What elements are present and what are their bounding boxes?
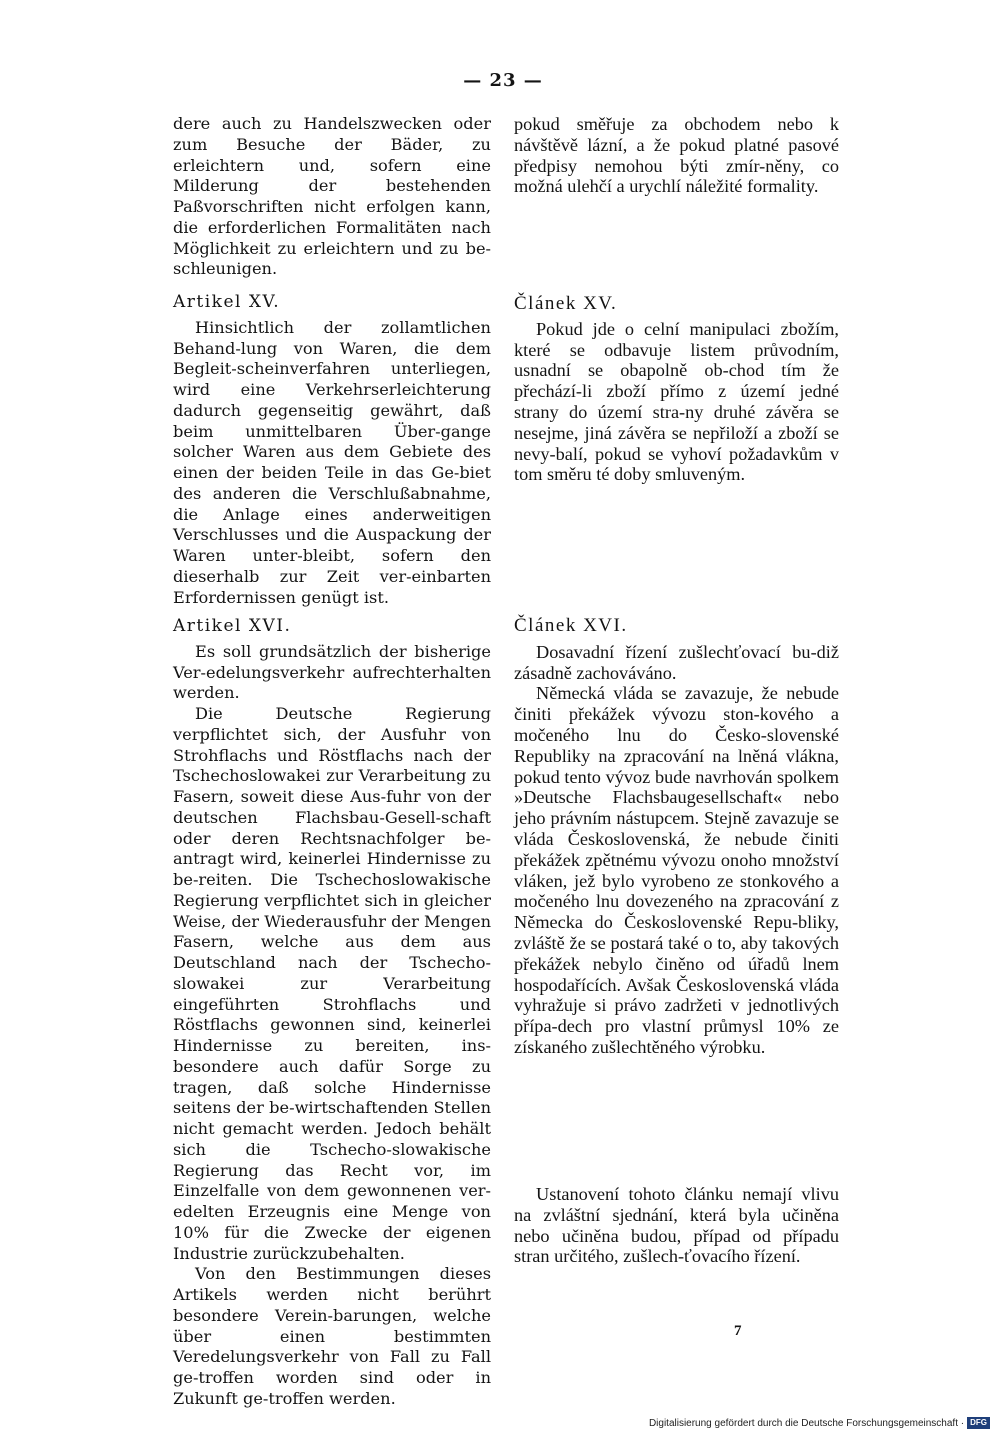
signature-mark: 7 xyxy=(734,1323,742,1339)
czech-article-16-para-3: Ustanovení tohoto článku nemají vlivu na zvláštní sjednání, která byla učiněna nebo učiněna budou, případ od případu stran určitého, zušlech-ťovacího řízení. xyxy=(514,1184,839,1267)
czech-article-15 xyxy=(514,294,839,485)
dfg-logo-icon: DFG xyxy=(967,1417,990,1429)
german-article-15-text: Hinsichtlich der zollamtlichen Behand-lung von Waren, die dem Begleit-scheinverfahren unterliegen, wird eine Verkehrserleichterung dadurch gegenseitig gewährt, daß beim unmittelbaren Über-gange solcher Waren aus dem Gebiete des einen der beiden Teile in das Ge-biet des anderen die Verschlußabnahme, die Anlage eines anderweitigen Verschlusses und die Auspackung der Waren unter-bleibt, sofern den dieserhalb zur Zeit ver-einbarten Erfordernissen genügt ist. xyxy=(173,317,491,607)
german-article-16-title: Artikel XVI. xyxy=(173,616,292,636)
czech-article-16-para-1: Dosavadní řízení zušlechťovací bu-diž zásadně zachováváno. xyxy=(514,641,839,683)
german-article-15 xyxy=(173,292,491,608)
page-number: — 23 — xyxy=(463,70,543,91)
czech-article-16-final xyxy=(514,1184,839,1267)
german-article-16 xyxy=(173,616,491,1410)
czech-article-16-para-2: Německá vláda se zavazuje, že nebude činiti překážek vývozu ston-kového a močeného lnu do Česko-slovenské Republiky na zpracování na lněná vlákna, pokud tento vývoz bude navrhován spolkem »Deutsche Flachsbaugesellschaft« nebo jeho právním nástupcem. Stejně zavazuje se vláda Československá, že nebude činiti překážek zpětnému vývozu onoho množství vláken, jež bylo vyrobeno ze stonkového a močeného lnu dovezeného na zpracování z Německa do Československé Repu-bliky, zvláště že se postará také o to, aby takových překážek nebylo činěno od úřadů lnem hospodařících. Avšak Československá vláda vyhražuje si právo zadržeti v jednotlivých přípa-dech pro vlastní průmysl 10% ze získaného zušlechtěného výrobku. xyxy=(514,683,839,1057)
credit-text: Digitalisierung gefördert durch die Deutsche Forschungsgemeinschaft · xyxy=(648,1417,965,1429)
czech-article-16-title: Článek XVI. xyxy=(514,615,628,636)
german-article-15-title: Artikel XV. xyxy=(173,292,281,312)
german-intro-text: dere auch zu Handelszwecken oder zum Besuche der Bäder, zu erleichtern und, sofern eine Milderung der bestehenden Paßvorschriften nicht erfolgen kann, die erforderlichen Formalitäten nach Möglichkeit zu erleichtern und zu be-schleunigen. xyxy=(173,114,491,279)
czech-intro-text: pokud směřuje za obchodem nebo k návštěvě lázní, a že pokud platné pasové předpisy nemohou býti zmír-něny, co možná ulehčí a urychlí náležité formality. xyxy=(514,114,839,197)
german-article-16-para-1: Es soll grundsätzlich der bisherige Ver-edelungsverkehr aufrechterhalten werden. xyxy=(173,641,491,703)
german-article-16-para-2: Die Deutsche Regierung verpflichtet sich, der Ausfuhr von Strohflachs und Röstflachs nach der Tschechoslowakei zur Verarbeitung zu Fasern, soweit diese Aus-fuhr von der deutschen Flachsbau-Gesell-schaft oder deren Rechtsnachfolger be-antragt wird, keinerlei Hindernisse zu be-reiten. Die Tschechoslowakische Regierung verpflichtet sich in gleicher Weise, der Wiederausfuhr der Mengen Fasern, welche aus dem aus Deutschland nach der Tschecho-slowakei zur Verarbeitung eingeführten Strohflachs und Röstflachs gewonnen sind, keinerlei Hindernisse zu bereiten, ins-besondere auch dafür Sorge zu tragen, daß solche Hindernisse seitens der be-wirtschaftenden Stellen nicht gemacht werden. Jedoch behält sich die Tschecho-slowakische Regierung das Recht vor, im Einzelfalle von dem gewonnenen ver-edelten Erzeugnis eine Menge von 10% für die Zwecke der eigenen Industrie zurückzubehalten. xyxy=(173,704,491,1263)
digitization-credit xyxy=(649,1417,990,1429)
german-article-16-para-3: Von den Bestimmungen dieses Artikels werden nicht berührt besondere Verein-barungen, welche über einen bestimmten Veredelungsverkehr von Fall zu Fall ge-troffen worden sind oder in Zukunft ge-troffen werden. xyxy=(173,1264,491,1408)
czech-article-15-title: Článek XV. xyxy=(514,293,618,314)
german-intro-block xyxy=(173,114,491,280)
czech-article-16 xyxy=(514,616,839,1058)
czech-intro-block xyxy=(514,114,839,197)
czech-article-15-text: Pokud jde o celní manipulaci zbožím, které se odbavuje listem průvodním, usnadní se obapolně ob-chod tím že přechází-li zboží přímo z území jedné strany do území stra-ny druhé závěra se nesejme, jiná závěra se nepřiloží a zboží se nevy-balí, pokud se vyhoví požadavkům v tom směru té doby smluveným. xyxy=(514,318,839,485)
